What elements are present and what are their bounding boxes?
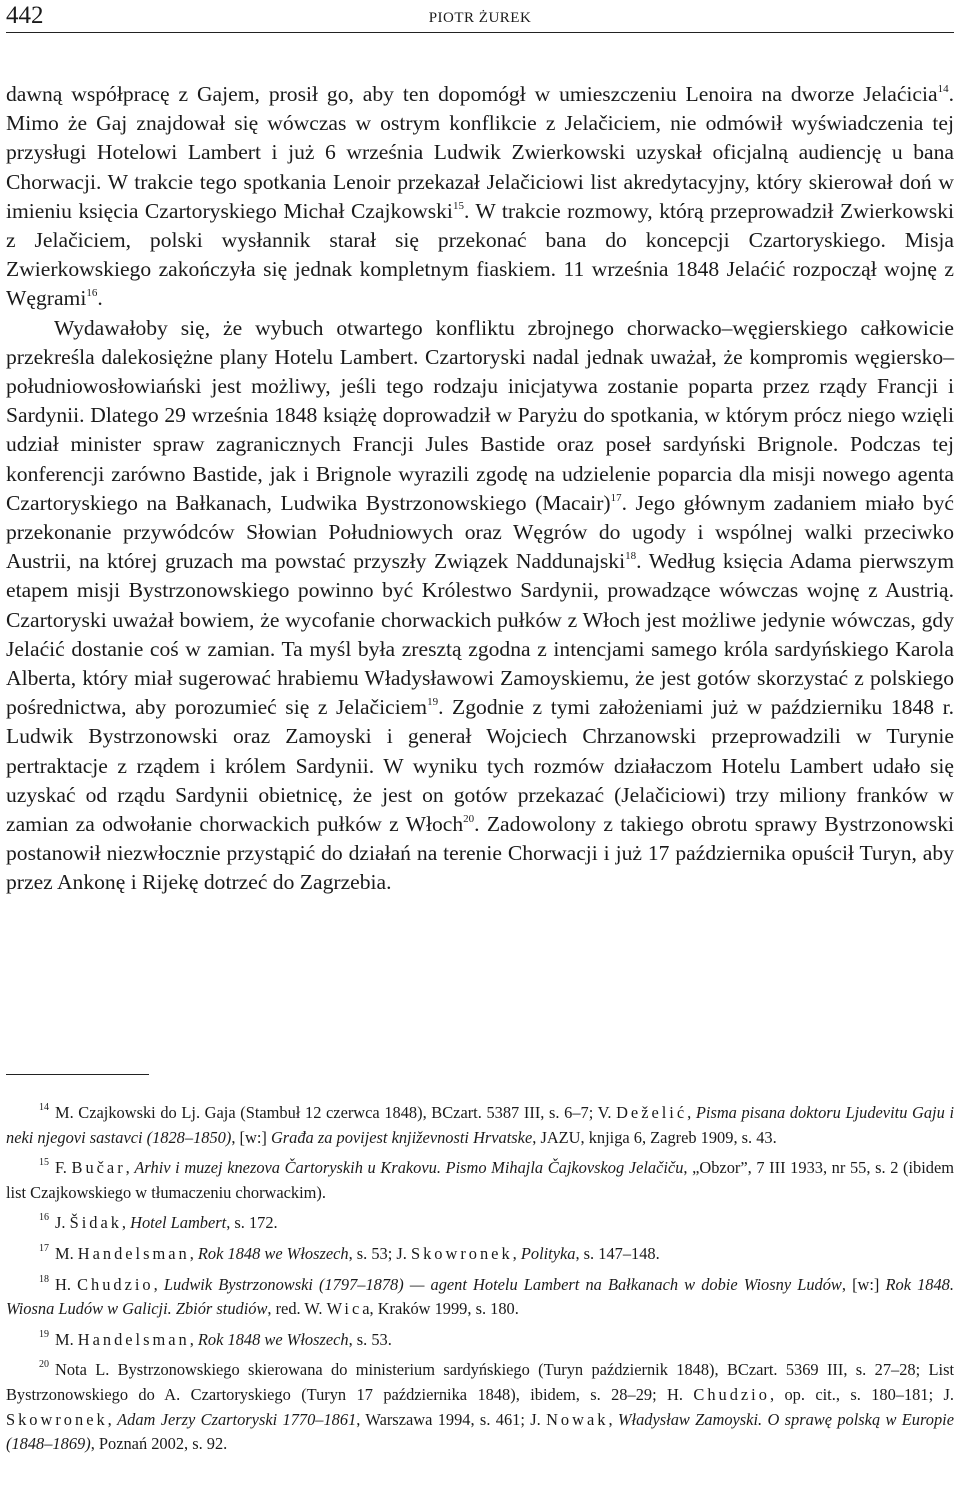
author-name: Skowronek [410, 1243, 513, 1263]
footnote-text: , [w:] [841, 1274, 886, 1294]
author-name: Chudzio [693, 1384, 770, 1404]
footnote-text: , [w:] [231, 1127, 271, 1147]
footnote-19 [6, 1328, 954, 1353]
footnote-text: , s. 53. [348, 1329, 392, 1349]
footnote-ref: 15 [452, 199, 464, 212]
footnote-number: 16 [39, 1212, 49, 1224]
running-head: PIOTR ŻUREK [428, 10, 532, 26]
footnote-text: , [512, 1243, 521, 1263]
text-run: . Jego głównym zadaniem miało być przekonanie przywódców Słowian Południowych oraz Węgrów do ugody i wspólnej walki przeciwko Austrii, na której gruzach ma powstać przyszły Związek Naddunajski [6, 490, 954, 574]
footnote-ref: 14 [937, 83, 949, 95]
author-name: Handelsman [77, 1329, 190, 1349]
title-italic: Władysław Zamoyski. O sprawę polską w Europie (1848–1869) [6, 1409, 954, 1454]
title-italic: Adam Jerzy Czartoryski 1770–1861 [117, 1409, 357, 1429]
page-header [6, 2, 954, 33]
text-run: dawną współpracę z Gajem, prosił go, aby ten dopomógł w umieszczeniu Lenoira na dworze Jelaćicia [6, 82, 938, 106]
author-name: Wic [326, 1299, 363, 1319]
text-run: . W trakcie rozmowy, którą przeprowadził Zwierkowski z Jelačiciem, polski wysłannik starał się przekonać bana do koncepcji Czartoryskiego. Misja Zwierkowskiego zakończyła się jednak kompletnym fiaskiem. 11 września 1848 Jelaćić rozpoczął wojnę z Węgrami [6, 198, 954, 311]
footnote-text: , s. 53; J. [348, 1243, 411, 1263]
text-run: . Mimo że Gaj znajdował się wówczas w ostrym konflikcie z Jelačiciem, nie odmówił wyświadczenia tej przysługi Hotelowi Lambert i już 6 września Ludwik Zwierkowski uzyskał oficjalną audiencję u bana Chorwacji. W trakcie tego spotkania Lenoir przekazał Jelačiciowi list akredytacyjny, który skierował doń w imieniu księcia Czartoryskiego Michał Czajkowski [6, 82, 954, 223]
footnote-ref: 18 [625, 550, 637, 563]
footnote-18 [6, 1273, 954, 1322]
footnote-text: , Warszawa 1994, s. 461; J. [356, 1409, 547, 1429]
footnote-ref: 17 [610, 491, 622, 504]
title-italic: Polityka [520, 1243, 576, 1263]
footnote-ref: 19 [427, 696, 439, 709]
footnote-text: , [125, 1158, 135, 1178]
footnote-text: J. [55, 1213, 70, 1233]
footnote-text: , [107, 1409, 118, 1429]
footnote-text: , [608, 1409, 618, 1429]
page-number: 442 [6, 2, 44, 29]
footnote-text: , Poznań 2002, s. 92. [90, 1434, 228, 1454]
footnote-number: 15 [39, 1157, 49, 1169]
footnote-text: , s. 172. [226, 1213, 278, 1233]
title-italic: Rok 1848 we Włoszech [197, 1329, 349, 1349]
footnote-text: , [153, 1274, 164, 1294]
text-run: . Zadowolony z takiego obrotu sprawy Bystrzonowski postanowił niezwłocznie przystąpić do działań na terenie Chorwacji i już 17 października opuścił Turyn, aby przez Ankonę i Rijekę dotrzeć do Zagrzebia. [6, 812, 954, 895]
author-name: Nowak [546, 1409, 609, 1429]
footnote-ref: 16 [86, 287, 98, 300]
footnote-text: , [189, 1243, 198, 1263]
title-italic: Rok 1848. Wiosna Ludów w Galicji. Zbiór studiów [6, 1274, 954, 1319]
footnote-text: , red. W. [267, 1299, 327, 1319]
paragraph-1 [6, 80, 954, 314]
footnote-text: Nota L. Bystrzonowskiego skierowana do ministerium sardyńskiego (Turyn październik 1848), BCzart. 5369 III, s. 27–28; List Bystrzonowskiego do A. Czartoryskiego (Turyn 17 października 1848), ibidem, s. 28–29; H. [6, 1360, 954, 1404]
title-italic: Arhiv i muzej knezova Čartoryskih u Krakovu. Pismo Mihajla Čajkovskog Jelačiču [134, 1158, 684, 1178]
footnotes [6, 1101, 954, 1463]
footnote-text: , op. cit., s. 180–181; J. [769, 1384, 955, 1404]
footnote-text: , [121, 1213, 131, 1233]
footnote-text: M. [55, 1243, 78, 1263]
footnote-separator [6, 1074, 149, 1075]
text-run: . [97, 286, 103, 311]
title-italic: Rok 1848 we Włoszech [197, 1243, 349, 1263]
footnote-text: , [189, 1329, 198, 1349]
footnote-text: F. [55, 1158, 72, 1178]
footnote-text: , s. 147–148. [575, 1243, 660, 1263]
text-run: Wydawałoby się, że wybuch otwartego konfliktu zbrojnego chorwacko–węgierskiego całkowicie przekreśla dalekosiężne plany Hotelu Lambert. Czartoryski nadal jednak uważał, że kompromis węgiersko–południowosłowiański jest możliwy, jeśli tego rodzaju inicjatywa zostanie poparta przez rządy Francji i Sardynii. Dlatego 29 września 1848 książę doprowadził w Paryżu do spotkania, w którym prócz niego wzięli udział minister spraw zagranicznych Francji Jules Bastide oraz poseł sardyński Brignole. Podczas tej konferencji zarówno Bastide, jak i Brignole wyrazili zgodę na udzielenie poparcia dla misji nowego agenta Czartoryskiego na Bałkanach, Ludwika Bystrzonowskiego (Macair) [6, 315, 954, 515]
footnote-text: H. [55, 1274, 78, 1294]
author-name: Deželić [616, 1103, 688, 1122]
footnote-number: 14 [39, 1102, 49, 1113]
footnote-text: , „Obzor”, 7 III 1933, nr 55, s. 2 (ibidem list Czajkowskiego w tłumaczeniu chorwackim). [6, 1158, 954, 1202]
footnote-14 [6, 1101, 954, 1150]
footnote-text: M. Czajkowski do Lj. Gaja (Stambuł 12 czerwca 1848), BCzart. 5387 III, s. 6–7; V. [55, 1103, 617, 1122]
footnote-number: 17 [39, 1242, 49, 1254]
main-text [6, 80, 954, 898]
footnote-number: 18 [39, 1273, 49, 1285]
author-name: Chudzio [77, 1274, 154, 1294]
title-italic: Ludwik Bystrzonowski (1797–1878) — agent Hotelu Lambert na Bałkanach w dobie Wiosny Ludów [163, 1274, 842, 1294]
footnote-text: M. [55, 1329, 78, 1349]
footnote-text: , JAZU, knjiga 6, Zagreb 1909, s. 43. [532, 1127, 777, 1147]
paragraph-2 [6, 314, 954, 898]
text-run: . Zgodnie z tymi założeniami już w październiku 1848 r. Ludwik Bystrzonowski oraz Zamoyski i generał Wojciech Chrzanowski przeprowadzili w Turynie pertraktacje z rządem i królem Sardynii. W wyniku tych rozmów działaczom Hotelu Lambert udało się uzyskać od rządu Sardynii obietnicę, że jest on gotów przekazać (Jelačiciowi) trzy miliony franków w zamian za odwołanie chorwackich pułków z Włoch [6, 695, 954, 837]
footnote-15 [6, 1156, 954, 1205]
footnote-17 [6, 1242, 954, 1267]
title-italic: Hotel Lambert [130, 1213, 227, 1233]
footnote-16 [6, 1211, 954, 1236]
footnote-number: 20 [39, 1359, 49, 1371]
author-name: Handelsman [77, 1243, 190, 1263]
author-name: Šidak [69, 1213, 122, 1233]
author-name: Skowronek [6, 1409, 108, 1429]
footnote-text: a, Kraków 1999, s. 180. [362, 1299, 519, 1319]
footnote-ref: 20 [463, 813, 475, 826]
title-italic: Pisma pisana doktoru Ljudevitu Gaju i neki njegovi sastavci (1828–1850) [6, 1103, 955, 1147]
text-run: . Według księcia Adama pierwszym etapem misji Bystrzonowskiego powinno być Królestwo Sardynii, prowadzące wówczas wojnę z Austrią. Czartoryski uważał bowiem, że wycofanie chorwackich pułków z Włoch jest możliwe jedynie wówczas, gdy Jelaćić dostanie coś w zamian. Ta myśl była zresztą zgodna z intencjami samego króla sardyńskiego Karola Alberta, który miał sugerować hrabiemu Władysławowi Zamoyskiemu, że jest gotów skorzystać z polskiego pośrednictwa, aby porozumieć się z Jelačiciem [6, 549, 954, 720]
footnote-20 [6, 1358, 954, 1456]
title-italic: Građa za povijest književnosti Hrvatske [270, 1127, 533, 1147]
author-name: Bučar [71, 1158, 126, 1178]
footnote-text: , [687, 1103, 696, 1122]
footnote-number: 19 [39, 1328, 49, 1340]
